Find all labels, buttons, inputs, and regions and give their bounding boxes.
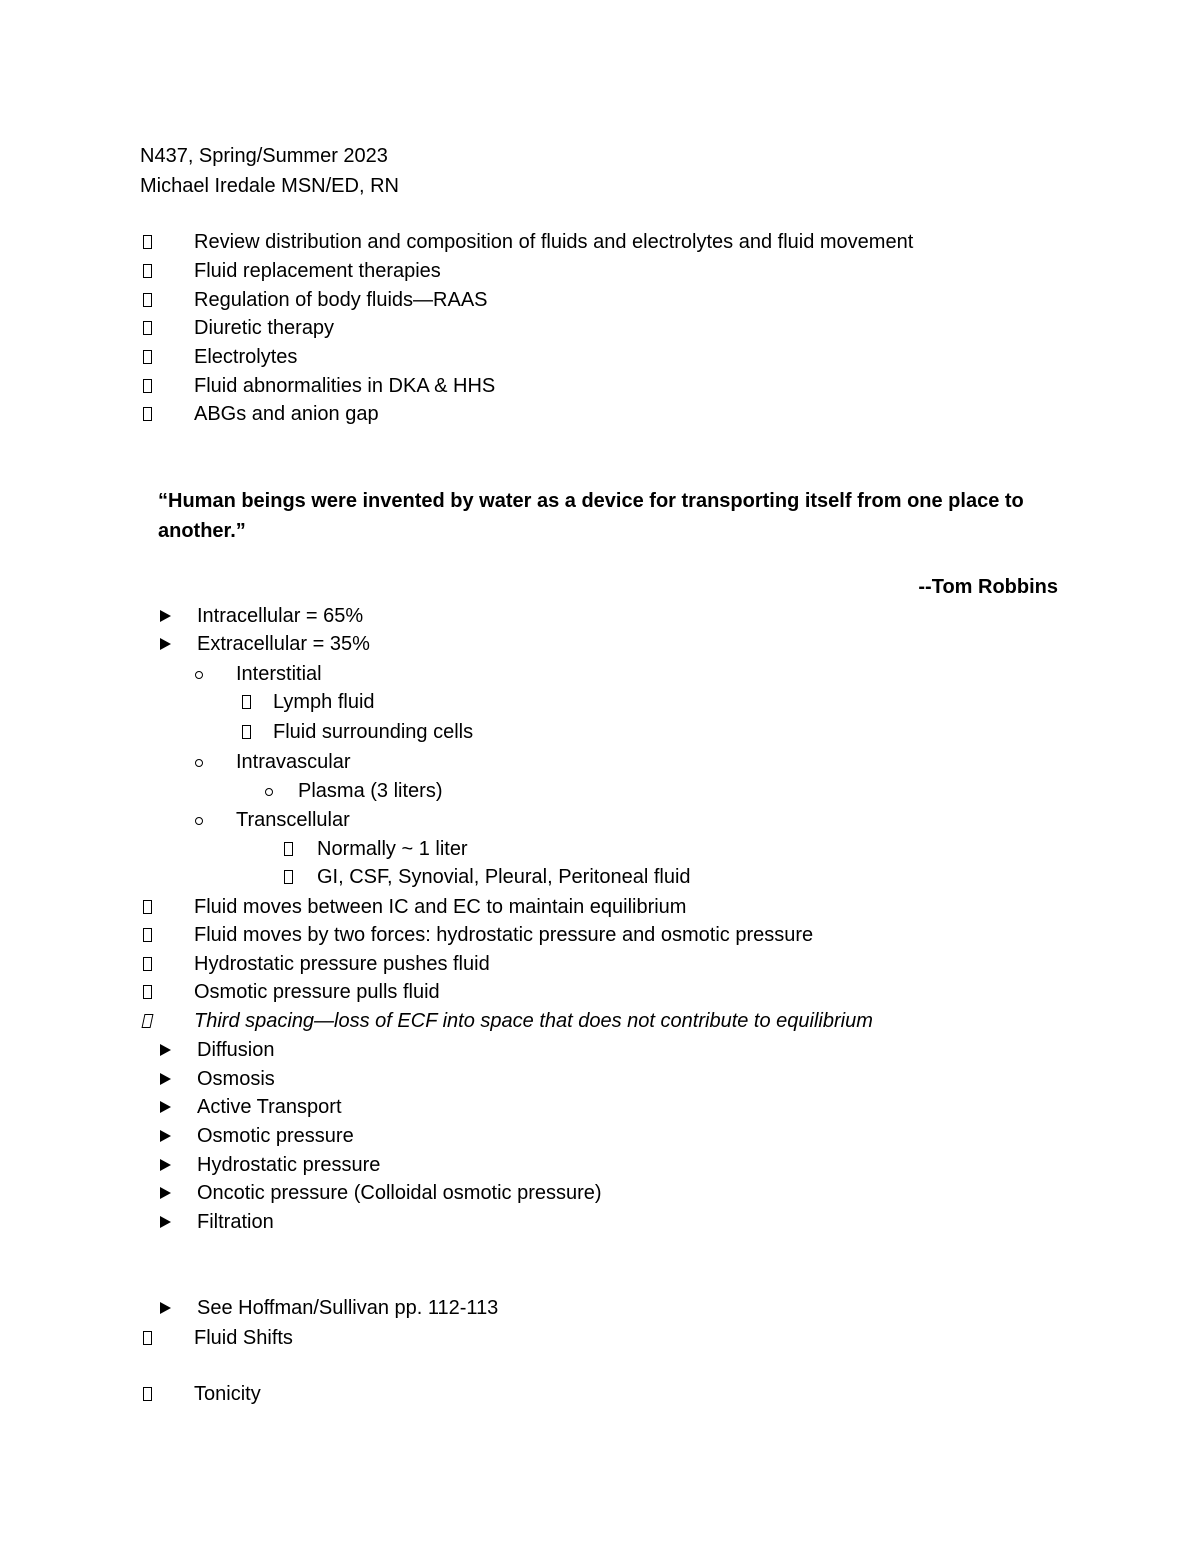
box-bullet-icon <box>240 690 254 709</box>
movement-item: Fluid moves by two forces: hydrostatic pressure and osmotic pressure <box>194 924 814 946</box>
instructor-name: Michael Iredale MSN/ED, RN <box>140 175 399 197</box>
arrow-bullet-icon <box>159 1181 173 1199</box>
term-item: Filtration <box>197 1211 274 1233</box>
term-item: Oncotic pressure (Colloidal osmotic pressure) <box>197 1182 602 1204</box>
movement-item: Fluid moves between IC and EC to maintain equilibrium <box>194 896 687 918</box>
circle-bullet-icon <box>192 750 206 767</box>
objective-item: Regulation of body fluids—RAAS <box>194 289 488 311</box>
box-bullet-icon <box>141 923 155 942</box>
box-bullet-icon <box>141 980 155 999</box>
objective-item: Fluid replacement therapies <box>194 260 441 282</box>
fluid-types-item: GI, CSF, Synovial, Pleural, Peritoneal fluid <box>317 866 691 888</box>
quote-line-1: “Human beings were invented by water as a device for transporting itself from one place to <box>158 490 1024 512</box>
objective-item: Diuretic therapy <box>194 317 335 339</box>
quote-attribution: --Tom Robbins <box>918 576 1058 598</box>
box-bullet-icon <box>282 865 296 884</box>
box-bullet-icon <box>141 402 155 421</box>
fluid-shifts-item: Fluid Shifts <box>194 1327 293 1349</box>
quote-line-2: another.” <box>158 520 246 542</box>
objective-item: Electrolytes <box>194 346 298 368</box>
box-bullet-icon <box>141 374 155 393</box>
term-item: Osmotic pressure <box>197 1125 354 1147</box>
box-bullet-icon <box>141 288 155 307</box>
circle-bullet-icon <box>262 779 276 796</box>
plasma-item: Plasma (3 liters) <box>298 780 443 802</box>
box-bullet-icon <box>141 1382 155 1401</box>
arrow-bullet-icon <box>159 604 173 622</box>
box-bullet-icon <box>240 720 254 739</box>
term-item: Active Transport <box>197 1096 342 1118</box>
term-item: Diffusion <box>197 1039 275 1061</box>
term-item: Osmosis <box>197 1068 275 1090</box>
normally-item: Normally ~ 1 liter <box>317 838 468 860</box>
objective-item: Review distribution and composition of fluids and electrolytes and fluid movement <box>194 231 914 253</box>
reference-item: See Hoffman/Sullivan pp. 112-113 <box>197 1297 499 1319</box>
movement-item: Hydrostatic pressure pushes fluid <box>194 953 490 975</box>
arrow-bullet-icon <box>159 1124 173 1142</box>
term-item: Hydrostatic pressure <box>197 1154 381 1176</box>
arrow-bullet-icon <box>159 1095 173 1113</box>
objective-item: Fluid abnormalities in DKA & HHS <box>194 375 496 397</box>
arrow-bullet-icon <box>159 1038 173 1056</box>
arrow-bullet-icon <box>159 632 173 650</box>
extracellular-item: Extracellular = 35% <box>197 633 370 655</box>
arrow-bullet-icon <box>159 1210 173 1228</box>
course-title: N437, Spring/Summer 2023 <box>140 145 388 167</box>
intracellular-item: Intracellular = 65% <box>197 605 364 627</box>
box-bullet-icon <box>282 837 296 856</box>
arrow-bullet-icon <box>159 1153 173 1171</box>
surrounding-item: Fluid surrounding cells <box>273 721 474 743</box>
objective-item: ABGs and anion gap <box>194 403 379 425</box>
third-spacing-item: Third spacing—loss of ECF into space that does not contribute to equilibrium <box>194 1010 873 1032</box>
box-bullet-icon <box>141 345 155 364</box>
box-bullet-icon <box>141 316 155 335</box>
lymph-item: Lymph fluid <box>273 691 375 713</box>
box-bullet-icon <box>141 230 155 249</box>
box-bullet-icon <box>141 952 155 971</box>
intravascular-item: Intravascular <box>236 751 351 773</box>
circle-bullet-icon <box>192 808 206 825</box>
interstitial-item: Interstitial <box>236 663 322 685</box>
box-bullet-icon <box>141 895 155 914</box>
box-bullet-icon <box>141 1326 155 1345</box>
box-bullet-icon <box>141 259 155 278</box>
movement-item: Osmotic pressure pulls fluid <box>194 981 440 1003</box>
box-bullet-icon <box>141 1009 155 1028</box>
circle-bullet-icon <box>192 662 206 679</box>
arrow-bullet-icon <box>159 1296 173 1314</box>
tonicity-item: Tonicity <box>194 1383 261 1405</box>
transcellular-item: Transcellular <box>236 809 350 831</box>
arrow-bullet-icon <box>159 1067 173 1085</box>
